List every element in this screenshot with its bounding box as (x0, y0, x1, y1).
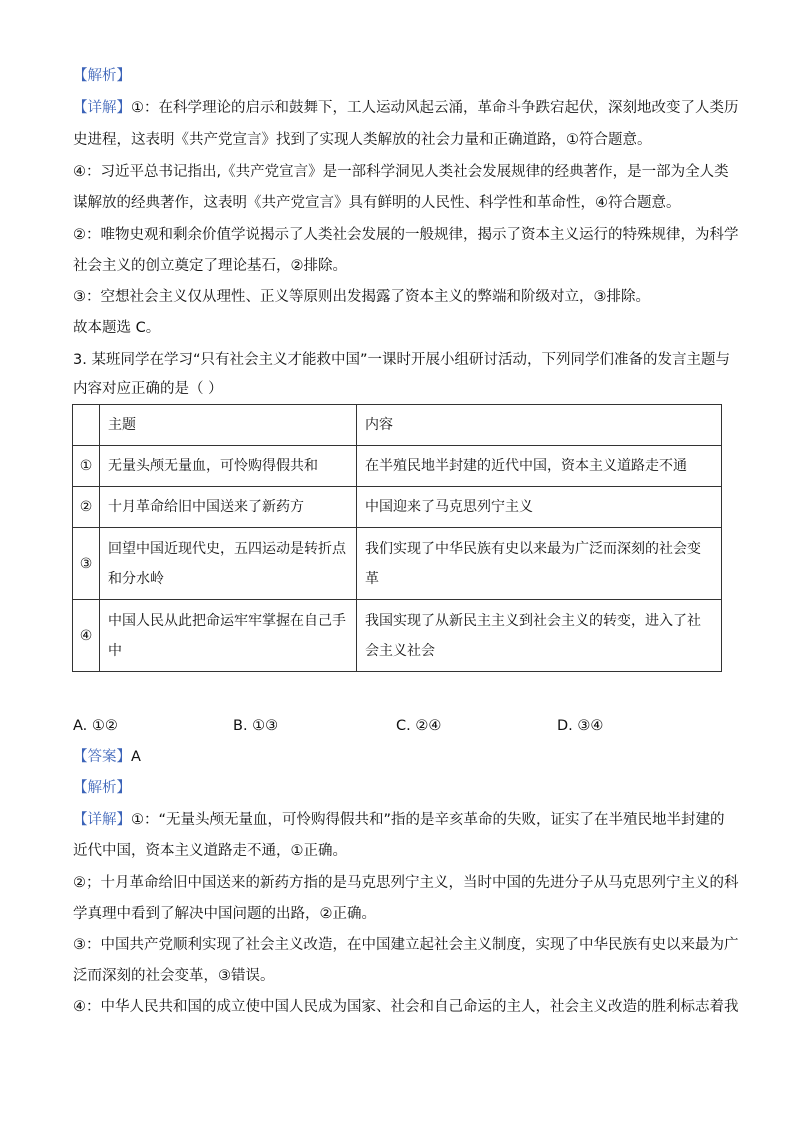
option-a: A. ①② (73, 718, 118, 734)
table-row (73, 487, 722, 528)
table-row (73, 528, 722, 600)
table-header-row (73, 405, 722, 446)
header-content: 内容 (357, 405, 722, 446)
row-number: ① (73, 446, 100, 487)
detail-tag: 【详解】 (73, 812, 131, 828)
analysis-line: ④：习近平总书记指出,《共产党宣言》是一部科学洞见人类社会发展规律的经典著作，是一部为全人类 (73, 164, 729, 180)
analysis-line: 近代中国，资本主义道路走不通，①正确。 (73, 843, 347, 859)
table-row (73, 600, 722, 672)
header-theme: 主题 (100, 405, 357, 446)
row-theme: 无量头颅无量血，可怜购得假共和 (100, 446, 357, 487)
row-content: 我国实现了从新民主主义到社会主义的转变，进入了社会主义社会 (357, 600, 722, 672)
analysis-line: ③：中国共产党顺利实现了社会主义改造，在中国建立起社会主义制度，实现了中华民族有史以来最为广 (73, 937, 739, 953)
row-content: 中国迎来了马克思列宁主义 (357, 487, 722, 528)
question-stem: 3. 某班同学在学习“只有社会主义才能救中国”一课时开展小组研讨活动，下列同学们准备的发言主题与 (73, 352, 730, 368)
option-d: D. ③④ (557, 718, 604, 734)
analysis-line: 史进程，这表明《共产党宣言》找到了实现人类解放的社会力量和正确道路，①符合题意。 (73, 132, 652, 148)
row-number: ④ (73, 600, 100, 672)
analysis-line: ②：唯物史观和剩余价值学说揭示了人类社会发展的一般规律，揭示了资本主义运行的特殊规律，为科学 (73, 227, 739, 243)
row-content: 我们实现了中华民族有史以来最为广泛而深刻的社会变革 (357, 528, 722, 600)
analysis-line: ④：中华人民共和国的成立使中国人民成为国家、社会和自己命运的主人，社会主义改造的胜利标志着我 (73, 999, 739, 1015)
analysis-heading: 【解析】 (73, 780, 131, 796)
analysis-line: ③：空想社会主义仅从理性、正义等原则出发揭露了资本主义的弊端和阶级对立，③排除。 (73, 289, 650, 305)
analysis-line: 泛而深刻的社会变革，③错误。 (73, 968, 275, 984)
option-c: C. ②④ (396, 718, 442, 734)
answer-tag: 【答案】 (73, 749, 131, 765)
answer-line (73, 747, 141, 767)
analysis-line: 【详解】①：“无量头颅无量血，可怜购得假共和”指的是辛亥革命的失败，证实了在半殖民地半封建的 (73, 812, 725, 828)
analysis-line: 学真理中看到了解决中国问题的出路，②正确。 (73, 906, 376, 922)
row-content: 在半殖民地半封建的近代中国，资本主义道路走不通 (357, 446, 722, 487)
table-row (73, 446, 722, 487)
question-stem: 内容对应正确的是（ ） (73, 381, 223, 397)
row-theme: 十月革命给旧中国送来了新药方 (100, 487, 357, 528)
detail-tag: 【详解】 (73, 100, 131, 116)
analysis-line: ②；十月革命给旧中国送来的新药方指的是马克思列宁主义，当时中国的先进分子从马克思列宁主义的科 (73, 875, 739, 891)
theme-content-table (72, 404, 722, 672)
row-number: ② (73, 487, 100, 528)
row-theme: 中国人民从此把命运牢牢掌握在自己手中 (100, 600, 357, 672)
option-b: B. ①③ (233, 718, 279, 734)
analysis-line: 社会主义的创立奠定了理论基石，②排除。 (73, 258, 347, 274)
row-number: ③ (73, 528, 100, 600)
analysis-conclusion: 故本题选 C。 (73, 320, 161, 336)
analysis-heading: 【解析】 (73, 68, 131, 84)
analysis-line: 【详解】①：在科学理论的启示和鼓舞下，工人运动风起云涌，革命斗争跌宕起伏，深刻地改变了人类历 (73, 100, 739, 116)
answer-value: A (131, 749, 141, 765)
row-theme: 回望中国近现代史，五四运动是转折点和分水岭 (100, 528, 357, 600)
analysis-line: 谋解放的经典著作，这表明《共产党宣言》具有鲜明的人民性、科学性和革命性，④符合题意。 (73, 195, 681, 211)
